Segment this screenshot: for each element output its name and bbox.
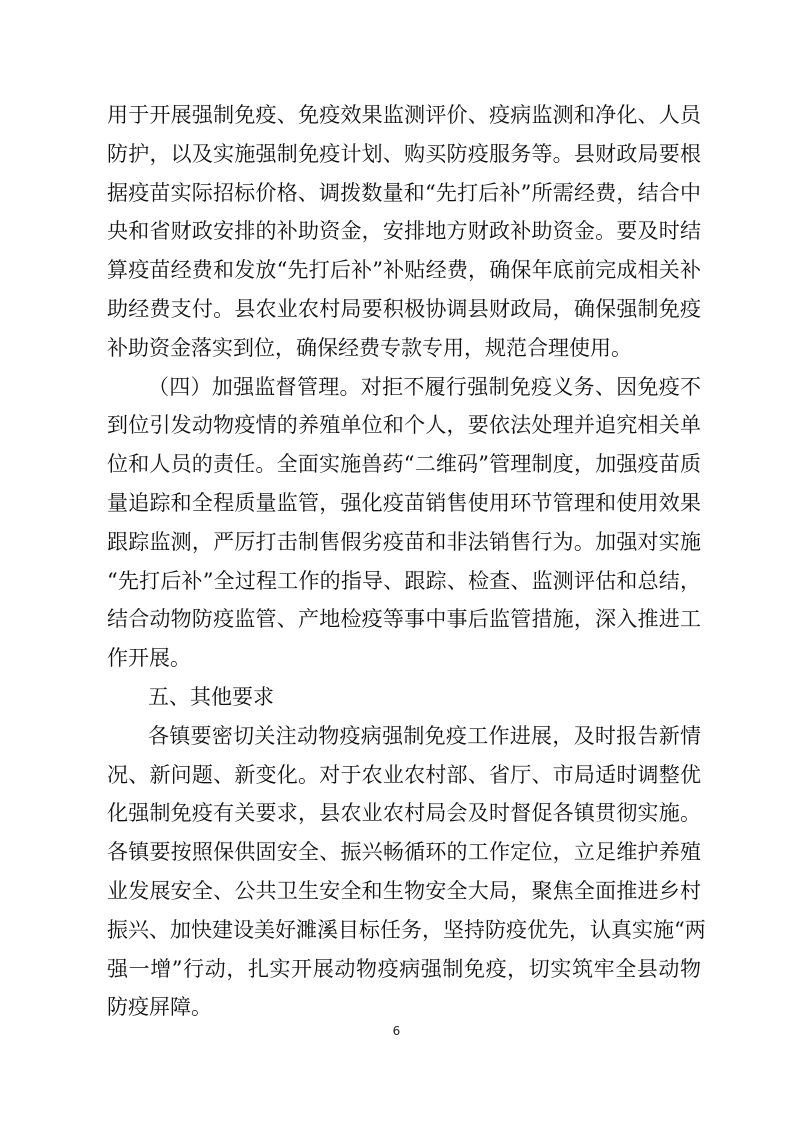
text-line: 业发展安全、公共卫生安全和生物安全大局，聚焦全面推进乡村 bbox=[107, 878, 701, 903]
section-heading: 五、其他要求 bbox=[148, 684, 274, 709]
paragraph-other-requirements bbox=[107, 717, 706, 1027]
text-line: 各镇要按照保供固安全、振兴畅循环的工作定位，立足维护养殖 bbox=[107, 840, 701, 865]
text-line: 振兴、加快建设美好濉溪目标任务，坚持防疫优先，认真实施“两 bbox=[107, 917, 706, 942]
text-line: 跟踪监测，严厉打击制售假劣疫苗和非法销售行为。加强对实施 bbox=[107, 529, 701, 554]
text-line: 量追踪和全程质量监管，强化疫苗销售使用环节管理和使用效果 bbox=[107, 490, 701, 515]
document-body bbox=[107, 96, 706, 1027]
text-line: 据疫苗实际招标价格、调拨数量和“先打后补”所需经费，结合中 bbox=[107, 180, 701, 205]
text-line: 况、新问题、新变化。对于农业农村部、省厅、市局适时调整优 bbox=[107, 762, 701, 787]
text-line: “先打后补”全过程工作的指导、跟踪、检查、监测评估和总结， bbox=[107, 568, 701, 593]
text-line: 结合动物防疫监管、产地检疫等事中事后监管措施，深入推进工 bbox=[107, 607, 701, 632]
text-line: 到位引发动物疫情的养殖单位和个人，要依法处理并追究相关单 bbox=[107, 413, 701, 438]
paragraph-supervision bbox=[107, 368, 701, 678]
page-number: 6 bbox=[392, 1024, 401, 1038]
text-line: 防疫屏障。 bbox=[107, 995, 212, 1020]
text-line: 化强制免疫有关要求，县农业农村局会及时督促各镇贯彻实施。 bbox=[107, 801, 701, 826]
text-line: 央和省财政安排的补助资金，安排地方财政补助资金。要及时结 bbox=[107, 219, 701, 244]
text-line: （四）加强监督管理。对拒不履行强制免疫义务、因免疫不 bbox=[148, 374, 701, 399]
text-line: 助经费支付。县农业农村局要积极协调县财政局，确保强制免疫 bbox=[107, 296, 701, 321]
paragraph-funding-continued bbox=[107, 96, 701, 368]
text-line: 各镇要密切关注动物疫病强制免疫工作进展，及时报告新情 bbox=[148, 723, 701, 748]
text-line: 用于开展强制免疫、免疫效果监测评价、疫病监测和净化、人员 bbox=[107, 103, 701, 127]
text-line: 作开展。 bbox=[107, 646, 191, 671]
text-line: 算疫苗经费和发放“先打后补”补贴经费，确保年底前完成相关补 bbox=[107, 258, 701, 283]
text-line: 补助资金落实到位，确保经费专款专用，规范合理使用。 bbox=[107, 335, 632, 360]
text-line: 防护，以及实施强制免疫计划、购买防疫服务等。县财政局要根 bbox=[107, 141, 701, 166]
section-heading-other-requirements bbox=[107, 678, 701, 717]
text-line: 位和人员的责任。全面实施兽药“二维码”管理制度，加强疫苗质 bbox=[107, 452, 701, 477]
text-line: 强一增”行动，扎实开展动物疫病强制免疫，切实筑牢全县动物 bbox=[107, 956, 701, 981]
